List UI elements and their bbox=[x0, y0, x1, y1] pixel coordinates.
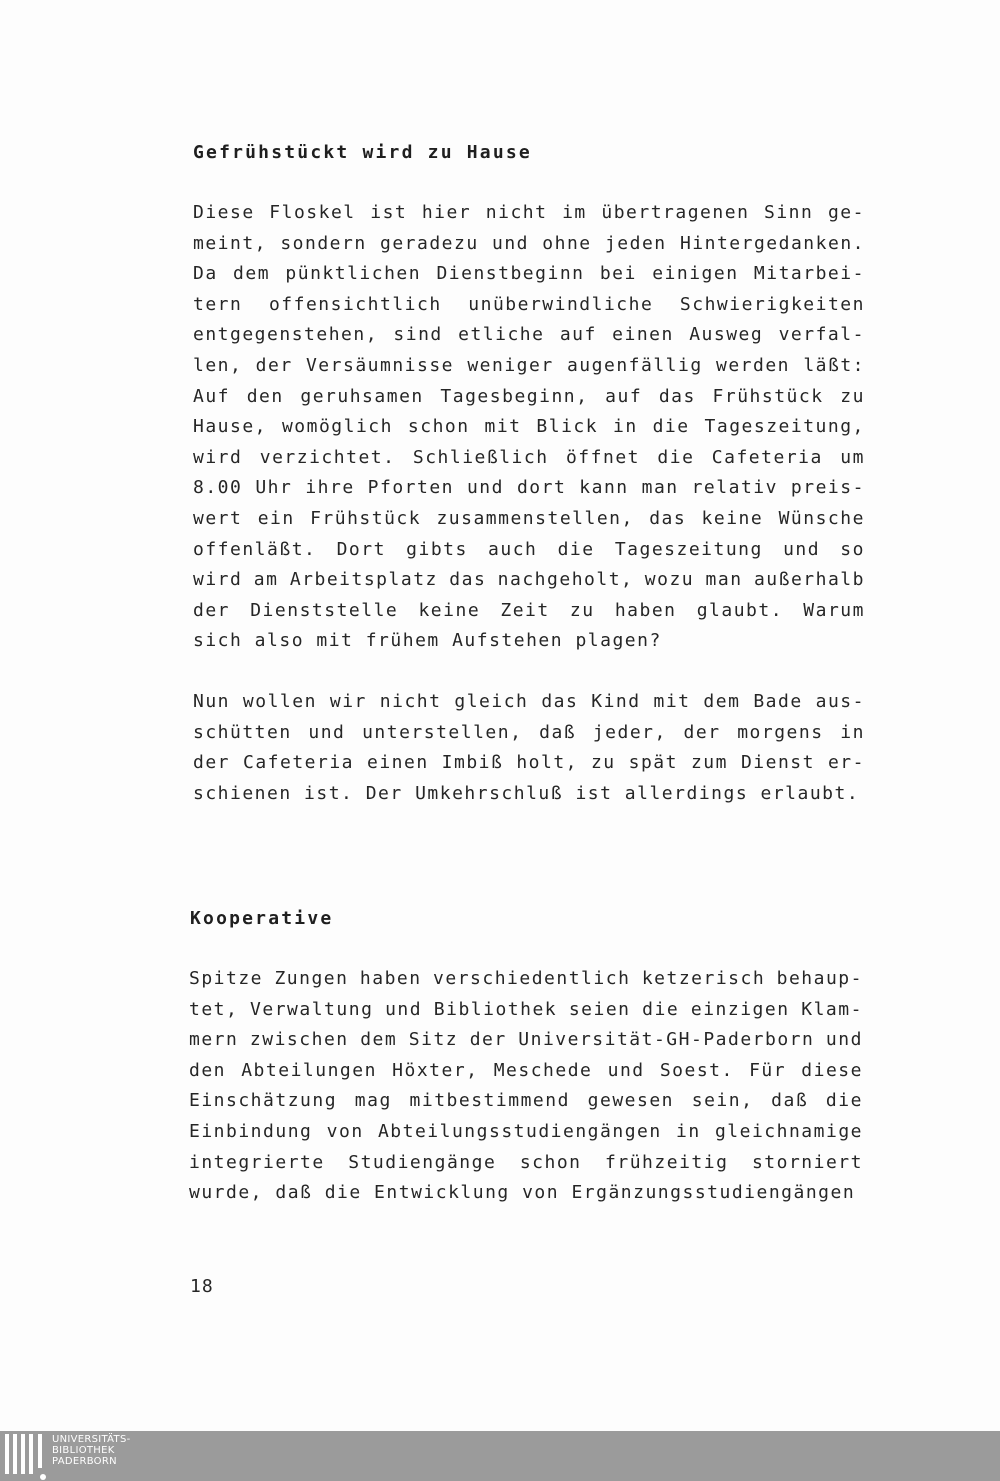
text-line: Diese Floskel ist hier nicht im übertragenen Sinn ge- bbox=[193, 202, 865, 223]
text-line: 8.00 Uhr ihre Pforten und dort kann man relativ preis- bbox=[193, 477, 865, 499]
text-line: schienen ist. Der Umkehrschluß ist allerdings erlaubt. bbox=[193, 782, 860, 804]
text-line: Einschätzung mag mitbestimmend gewesen sein, daß die bbox=[189, 1090, 863, 1112]
text-line: wurde, daß die Entwicklung von Ergänzungsstudiengängen bbox=[189, 1182, 856, 1204]
text-line: der Cafeteria einen Imbiß holt, zu spät zum Dienst er- bbox=[193, 752, 865, 774]
text-line: mern zwischen dem Sitz der Universität-GH-Paderborn und bbox=[189, 1029, 863, 1051]
text-line: tet, Verwaltung und Bibliothek seien die einzigen Klam- bbox=[189, 998, 863, 1020]
section-heading: Gefrühstückt wird zu Hause bbox=[193, 142, 532, 163]
text-line: sich also mit frühem Aufstehen plagen? bbox=[193, 630, 662, 652]
text-line: Da dem pünktlichen Dienstbeginn bei einigen Mitarbei- bbox=[193, 263, 865, 285]
text-line: integrierte Studiengänge schon frühzeitig storniert bbox=[189, 1151, 863, 1173]
text-line: der Dienststelle keine Zeit zu haben glaubt. Warum bbox=[193, 599, 865, 621]
library-footer-band bbox=[0, 1431, 1000, 1481]
text-line: schütten und unterstellen, daß jeder, der morgens in bbox=[193, 721, 865, 743]
logo-line: BIBLIOTHEK bbox=[52, 1445, 115, 1456]
text-line: wert ein Frühstück zusammenstellen, das keine Wünsche bbox=[193, 508, 865, 529]
text-line: Auf den geruhsamen Tagesbeginn, auf das Frühstück zu bbox=[193, 385, 865, 407]
text-line: Einbindung von Abteilungsstudiengängen in gleichnamige bbox=[189, 1121, 863, 1142]
text-line: Hause, womöglich schon mit Blick in die Tageszeitung, bbox=[193, 416, 865, 438]
text-line: entgegenstehen, sind etliche auf einen Ausweg verfal- bbox=[193, 324, 865, 346]
section-heading: Kooperative bbox=[190, 908, 334, 929]
text-line: wird verzichtet. Schließlich öffnet die Cafeteria um bbox=[193, 446, 865, 468]
library-logo-icon bbox=[3, 1434, 47, 1480]
logo-line: UNIVERSITÄTS- bbox=[52, 1434, 131, 1445]
text-line: Nun wollen wir nicht gleich das Kind mit dem Bade aus- bbox=[193, 691, 865, 712]
text-line: den Abteilungen Höxter, Meschede und Soest. Für diese bbox=[189, 1059, 863, 1081]
text-line: offenläßt. Dort gibts auch die Tageszeitung und so bbox=[193, 538, 865, 560]
library-logo-text bbox=[52, 1434, 131, 1467]
page-number: 18 bbox=[190, 1276, 214, 1297]
text-line: Spitze Zungen haben verschiedentlich ketzerisch behaup- bbox=[189, 968, 863, 989]
logo-line: PADERBORN bbox=[52, 1456, 117, 1467]
text-line: meint, sondern geradezu und ohne jeden Hintergedanken. bbox=[193, 232, 865, 254]
text-line: wird am Arbeitsplatz das nachgeholt, wozu man außerhalb bbox=[193, 569, 865, 591]
text-line: len, der Versäumnisse weniger augenfällig werden läßt: bbox=[193, 355, 865, 376]
text-line: tern offensichtlich unüberwindliche Schwierigkeiten bbox=[193, 293, 865, 315]
